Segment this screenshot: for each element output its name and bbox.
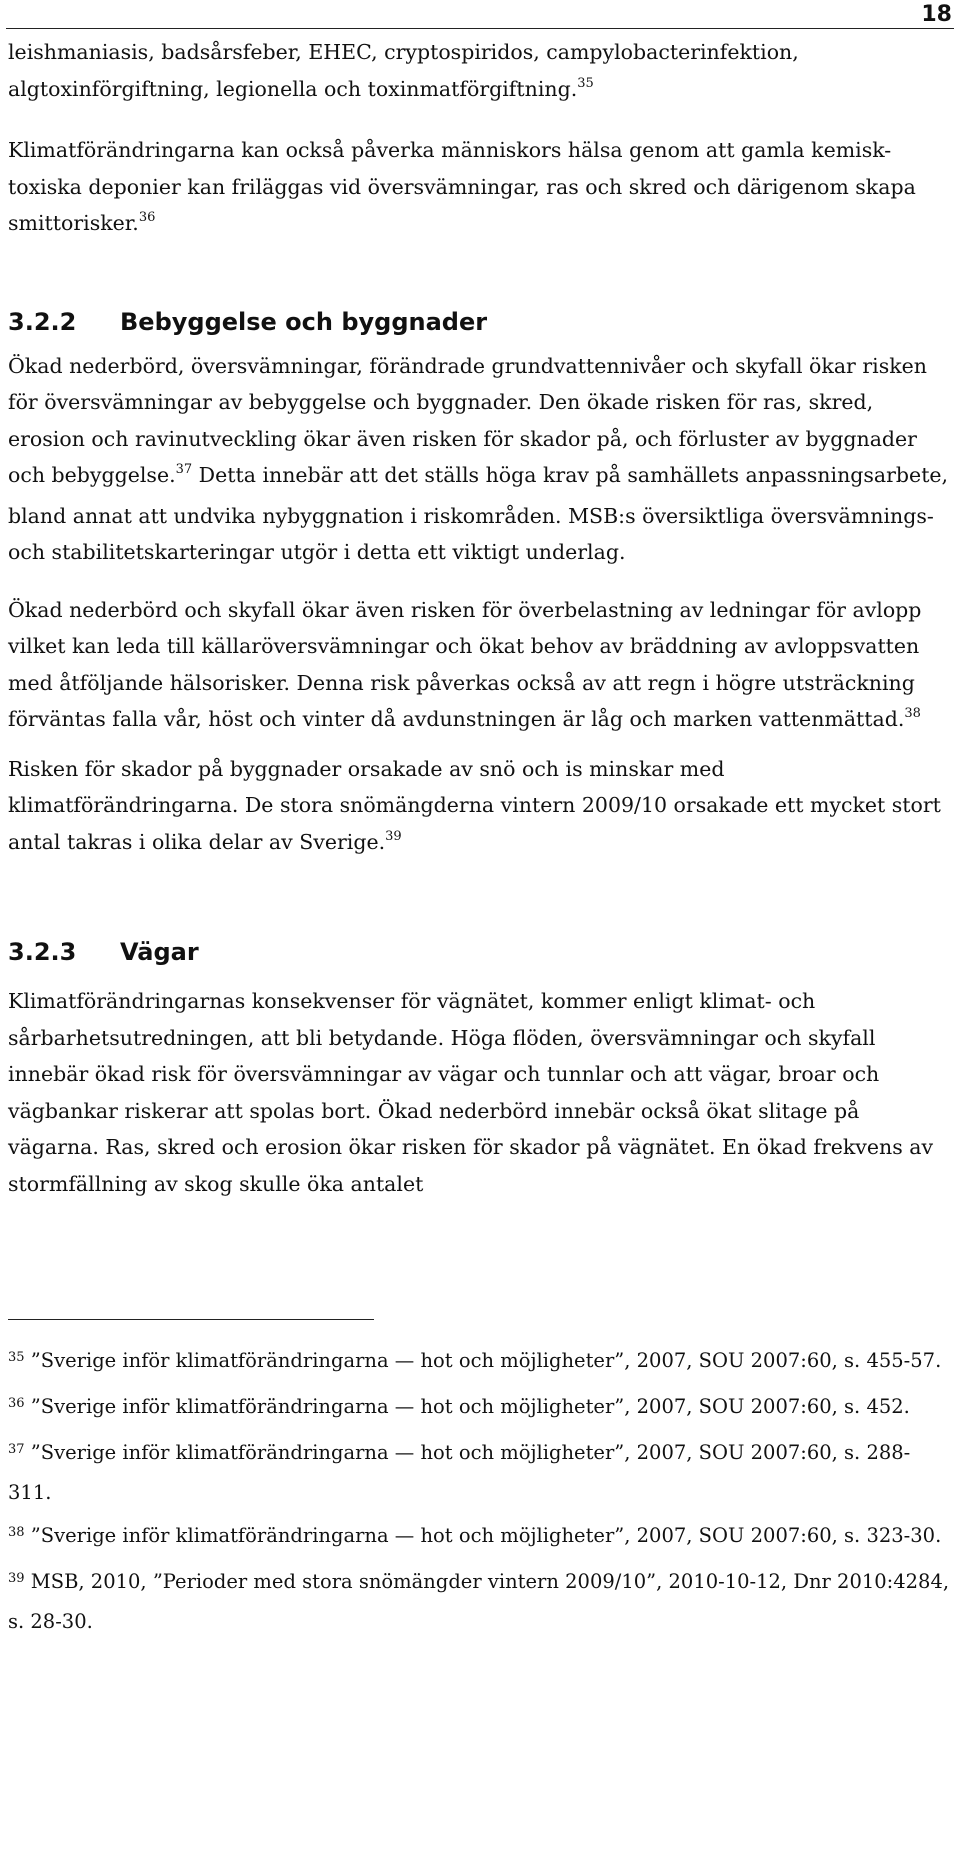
footnote-35: [8, 1342, 952, 1382]
footnote-36: [8, 1388, 952, 1428]
section-number: 3.2.2: [8, 307, 77, 336]
paragraph-text: Risken för skador på byggnader orsakade av snö och is minskar med klimatförändringarna. De stora snömängderna vintern 2009/10 orsakade ett mycket stort antal takras i olika delar av Sverige.: [8, 756, 941, 854]
paragraph-vagnatet: Klimatförändringarnas konsekvenser för vägnätet, kommer enligt klimat- och sårbarhetsutredningen, att bli betydande. Höga flöden, översvämningar och skyfall innebär ökad risk för översvämningar av vägar och tunnlar och att vägar, broar och vägbankar riskerar att spolas bort. Ökad nederbörd innebär också ökat slitage på vägarna. Ras, skred och erosion ökar risken för skador på vägnätet. En ökad frekvens av stormfällning av skog skulle öka antalet: [8, 989, 934, 1196]
section-title: Vägar: [120, 938, 199, 966]
footnote-38: [8, 1517, 952, 1557]
section-number: 3.2.3: [8, 938, 77, 966]
paragraph-text: Ökad nederbörd och skyfall ökar även risken för överbelastning av ledningar för avlopp vilket kan leda till källaröversvämningar och ökat behov av bräddning av avloppsvatten med åtföljande hälsorisker. Denna risk påverkas också av att regn i högre utsträckning förväntas falla vår, höst och vinter då avdunstningen är låg och marken vattenmättad.: [8, 597, 922, 731]
paragraph-text: Klimatförändringarna kan också påverka människors hälsa genom att gamla kemisk-toxiska deponier kan friläggas vid översvämningar, ras och skred och därigenom skapa smittorisker.: [8, 138, 916, 235]
paragraph-text: Ökad nederbörd, översvämningar, förändrade grundvattennivåer och skyfall ökar risken för översvämningar av bebyggelse och byggnader. Den ökade risken för ras, skred, erosion och ravinutveckling ökar även risken för skador på, och förluster av byggnader och bebyggelse.: [8, 353, 927, 487]
paragraph-text: Detta innebär att det ställs höga krav på samhällets anpassningsarbete, bland annat att undvika nybyggnation i riskområden. MSB:s översiktliga översvämnings- och stabilitetskarteringar utgör i detta ett viktigt underlag.: [8, 463, 949, 564]
paragraph-nederbord: [8, 348, 952, 571]
footnote-text: MSB, 2010, ”Perioder med stora snömängder vintern 2009/10”, 2010-10-12, Dnr 2010:4284, s. 28-30.: [8, 1570, 950, 1633]
footnote-text: ”Sverige inför klimatförändringarna — hot och möjligheter”, 2007, SOU 2007:60, s. 455-57.: [24, 1349, 942, 1372]
footnote-separator: [8, 1319, 374, 1320]
section-heading-bebyggelse: [8, 305, 952, 339]
document-body: [8, 34, 952, 1640]
footnote-number: 35: [8, 1350, 25, 1365]
footnote-number: 38: [8, 1525, 25, 1540]
section-title: Bebyggelse och byggnader: [120, 307, 488, 336]
paragraph-sno: [8, 751, 952, 865]
footnote-number: 37: [8, 1442, 25, 1457]
paragraph-avlopp: [8, 592, 952, 742]
header-rule: [6, 28, 954, 29]
footnote-number: 36: [8, 1396, 25, 1411]
footnote-reference[interactable]: 38: [904, 706, 921, 721]
footnote-reference[interactable]: 36: [138, 210, 156, 225]
footnote-number: 39: [8, 1571, 25, 1586]
footnote-reference[interactable]: 39: [385, 828, 402, 844]
footnote-reference[interactable]: 37: [175, 462, 193, 477]
footnote-reference[interactable]: 35: [577, 75, 594, 91]
section-heading-vagar: [8, 935, 952, 969]
footnotes: [8, 1342, 952, 1640]
footnote-text: ”Sverige inför klimatförändringarna — hot och möjligheter”, 2007, SOU 2007:60, s. 323-30.: [24, 1524, 942, 1547]
footnote-37: [8, 1434, 952, 1511]
footnote-text: ”Sverige inför klimatförändringarna — hot och möjligheter”, 2007, SOU 2007:60, s. 452.: [24, 1395, 910, 1418]
paragraph-deponier: [8, 132, 952, 246]
paragraph-continuation: [8, 34, 952, 111]
page-number: 18: [921, 2, 952, 27]
footnote-text: ”Sverige inför klimatförändringarna — hot och möjligheter”, 2007, SOU 2007:60, s. 288-311.: [8, 1441, 911, 1504]
paragraph-text: leishmaniasis, badsårsfeber, EHEC, cryptospiridos, campylobacterinfektion, algtoxinförgiftning, legionella och toxinmatförgiftning.: [8, 40, 799, 101]
footnote-39: [8, 1563, 952, 1640]
